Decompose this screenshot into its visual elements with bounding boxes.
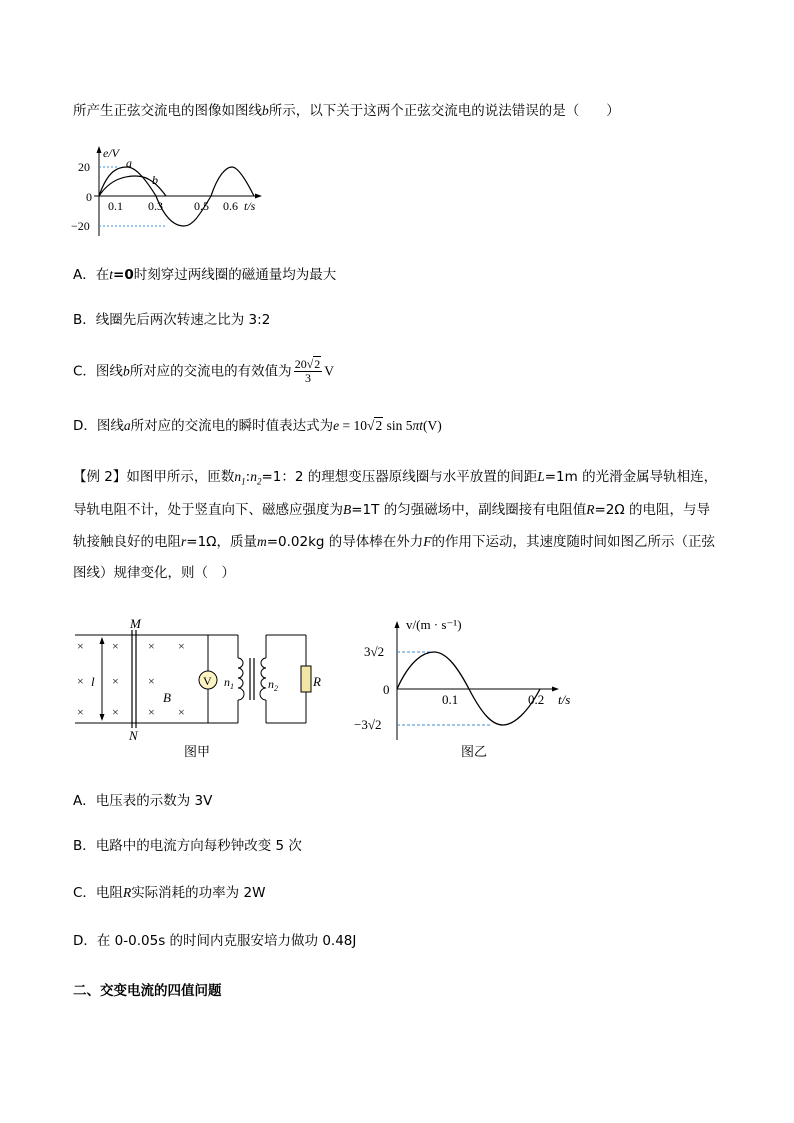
y-axis-label: v/(m · s⁻¹) [406, 617, 462, 632]
y-axis-label: e/V [103, 146, 119, 160]
field-cross: × [77, 674, 84, 688]
curve-b-label: b [152, 173, 158, 187]
q1-graph [66, 140, 266, 240]
svg-text:V: V [203, 674, 212, 688]
q2-option-c: C．电阻R实际消耗的功率为 2W [73, 885, 266, 901]
label-n1: $n_1$ [224, 675, 234, 691]
q1-option-c: C．图线b所对应的交流电的有效值为 $\frac{20√2}{3}$ V [73, 357, 335, 385]
y-tick: −3√2 [354, 717, 382, 732]
field-cross: × [112, 705, 119, 719]
origin-label: 0 [86, 190, 92, 204]
q2-option-a: A．电压表的示数为 3V [73, 793, 213, 809]
var-b: b [262, 103, 269, 118]
fig-jia-caption: 图甲 [184, 745, 211, 760]
field-cross: × [77, 705, 84, 719]
label-b: B [163, 690, 171, 705]
label-n2: $n_2$ [268, 677, 278, 693]
q2-stem-line-3: 轨接触良好的电阻r=1Ω，质量m=0.02kg 的导体棒在外力F的作用下运动，其速度随时间如图乙所示（正弦 [73, 534, 716, 550]
x-axis-label: t/s [558, 692, 571, 707]
y-tick: 20 [78, 160, 90, 174]
fig-jia-circuit [70, 616, 330, 746]
y-tick: 3√2 [364, 644, 385, 659]
label-r: R [313, 674, 321, 689]
label-n: N [129, 728, 138, 743]
label-m: M [130, 616, 141, 631]
field-cross: × [148, 674, 155, 688]
field-cross: × [178, 705, 185, 719]
q2-option-d: D．在 0-0.05s 的时间内克服安培力做功 0.48J [73, 933, 357, 949]
label-l: l [91, 674, 95, 689]
q1-option-d: D．图线a所对应的交流电的瞬时值表达式为e = 10√2 sin 5πt(V) [73, 418, 442, 434]
field-cross: × [148, 705, 155, 719]
fig-yi-graph [350, 612, 590, 742]
q2-option-b: B．电路中的电流方向每秒钟改变 5 次 [73, 838, 302, 854]
origin-label: 0 [383, 682, 390, 697]
q1-stem: 所产生正弦交流电的图像如图线b所示，以下关于这两个正弦交流电的说法错误的是（ ） [73, 103, 620, 119]
q1-option-b: B．线圈先后两次转速之比为 3:2 [73, 312, 271, 328]
x-axis-label: t/s [244, 199, 256, 213]
fraction: $\frac{20√2}{3}$ [294, 357, 321, 385]
y-tick: −20 [71, 219, 90, 233]
q2-stem-line-1: 【例 2】如图甲所示，匝数$n_1:n_2=1$：2 的理想变压器原线圈与水平放置的间距L=1m 的光滑金属导轨相连， [73, 469, 718, 487]
field-cross: × [178, 639, 185, 653]
field-cross: × [77, 639, 84, 653]
q2-stem-line-2: 导轨电阻不计，处于竖直向下、磁感应强度为B=1T 的匀强磁场中，副线圈接有电阻值R=2Ω 的电阻，与导 [73, 502, 710, 518]
x-tick: 0.2 [528, 692, 545, 707]
field-cross: × [112, 639, 119, 653]
x-tick: 0.1 [442, 692, 459, 707]
field-cross: × [148, 639, 155, 653]
field-cross: × [112, 674, 119, 688]
x-tick: 0.1 [108, 199, 123, 213]
x-tick: 0.3 [148, 199, 163, 213]
q1-option-a: A．在t=0时刻穿过两线圈的磁通量均为最大 [73, 267, 337, 283]
x-tick: 0.6 [223, 199, 238, 213]
x-tick: 0.5 [194, 199, 209, 213]
resistor-r [301, 666, 311, 692]
curve-a-label: a [126, 156, 132, 170]
section-heading: 二、交变电流的四值问题 [73, 983, 222, 999]
fig-yi-caption: 图乙 [461, 745, 488, 760]
q2-stem-line-4: 图线）规律变化，则（ ） [73, 565, 235, 581]
